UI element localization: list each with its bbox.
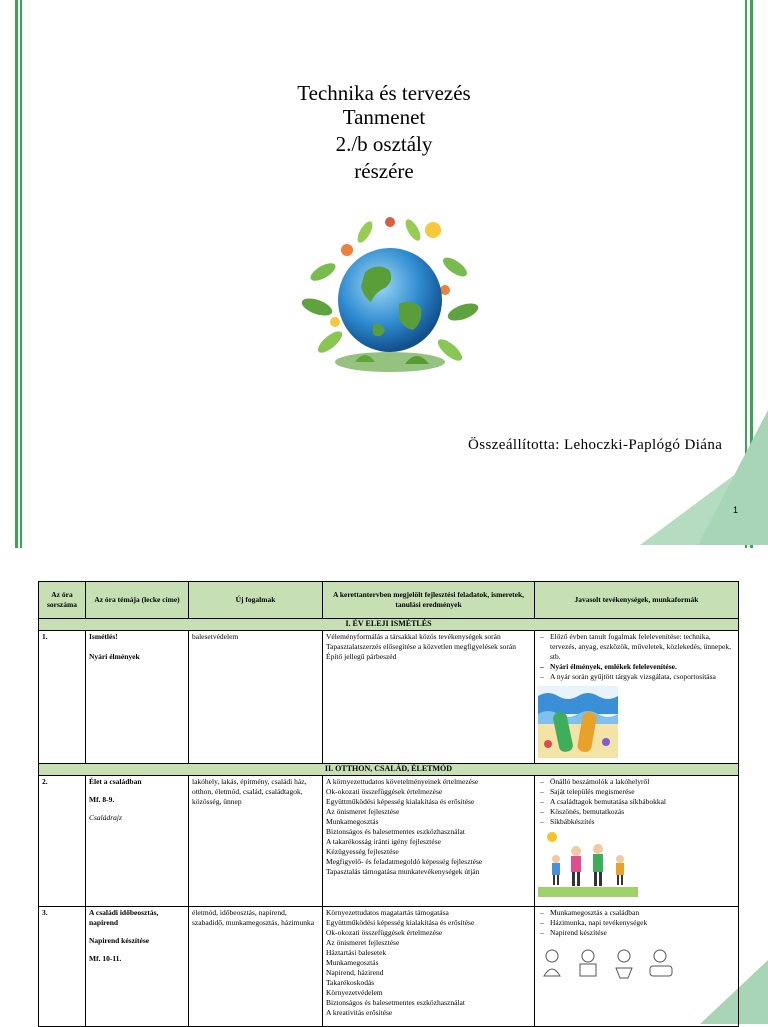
lesson-number-text: 2.	[42, 777, 48, 786]
family-drawing-image	[538, 831, 638, 897]
activity-item: – Önálló beszámolók a lakóhelyről	[538, 777, 735, 787]
activity-item: – Munkamegosztás a családban	[538, 908, 735, 918]
header-new-concepts: Új fogalmak	[189, 582, 323, 619]
section-row	[39, 764, 739, 776]
goal-item: Munkamegosztás	[326, 817, 379, 826]
cover-title-line-1: Technika és tervezés	[297, 81, 471, 105]
summer-drawing-image	[538, 686, 618, 758]
goal-item: Biztonságos és balesetmentes eszközhasználat	[326, 827, 465, 836]
activity-item: – Előző évben tanult fogalmak felelevenítése: technika, tervezés, anyag, eszközök, műveletek, közlekedés, ünnepek, stb.	[538, 632, 735, 662]
goal-item: Kézügyesség fejlesztése	[326, 847, 399, 856]
goal-item: Véleményformálás a társakkal közös tevékenységek során	[326, 632, 501, 641]
new-concepts: lakóhely, lakás, épitmény, családi ház, otthon, életmód, család, családtagok, közösség, ünnep	[189, 776, 323, 907]
table-row	[39, 776, 739, 907]
lesson-plan-table	[38, 581, 739, 1027]
new-concepts: balesetvédelem	[189, 631, 323, 764]
goal-item: A környezettudatos követelményeinek értelmezése	[326, 777, 479, 786]
table-row	[39, 631, 739, 764]
goal-item: Ok-okozati összefüggések értelmezése	[326, 787, 443, 796]
goal-item: Háztartási balesetek	[326, 948, 387, 957]
topic-subtitle: Napirend készítése	[89, 936, 150, 945]
lesson-number-text: 3.	[42, 908, 48, 917]
lesson-number	[39, 631, 86, 764]
goal-item: Együttműködési képesség kialakítása és erősítése	[326, 797, 475, 806]
topic-subtitle: Nyári élmények	[89, 652, 140, 661]
goal-item: Építő jellegű párbeszéd	[326, 652, 397, 661]
cover-title-line-4: részére	[354, 159, 414, 183]
activity-item: – A nyár során gyűjtött tárgyak vizsgálata, csoportosítása	[538, 672, 735, 682]
goal-item: Tapasztalatszerzés elősegítése a közvetlen megfigyelések során	[326, 642, 517, 651]
lesson-topic	[86, 776, 189, 907]
lesson-topic	[86, 907, 189, 1027]
goal-item: Takarékoskodás	[326, 978, 375, 987]
goal-item: Az önismeret fejlesztése	[326, 938, 400, 947]
development-goals	[323, 631, 535, 764]
goal-item: Tapasztalás támogatása munkatevékenységek útján	[326, 867, 480, 876]
goal-item: Napirend, házirend	[326, 968, 384, 977]
header-development-goals: A kerettantervben megjelölt fejlesztési feladatok, ismeretek, tanulási eredmények	[323, 582, 535, 619]
goal-item: A kreativitás erősítése	[326, 1008, 393, 1017]
cover-author: Összeállította: Lehoczki-Paplógó Diána	[468, 437, 723, 453]
section-title: II. OTTHON, CSALÁD, ÉLETMÓD	[39, 764, 739, 776]
activity-item: – Köszönés, bemutatkozás	[538, 807, 735, 817]
lesson-number	[39, 776, 86, 907]
activity-item: – Síkbábkészítés	[538, 817, 735, 827]
corner-triangle-decoration	[640, 410, 768, 545]
topic-subtitle: Családrajz	[89, 813, 122, 822]
activity-item: – Nyári élmények, emlékek felelevenítése.	[538, 662, 735, 672]
cover-title-line-2: Tanmenet	[342, 105, 426, 129]
topic-workbook-ref: Mf. 8-9.	[89, 795, 115, 804]
section-title: I. ÉV ELEJI ISMÉTLÉS	[39, 619, 739, 631]
section-row	[39, 619, 739, 631]
activities	[535, 776, 739, 907]
goal-item: Együttműködési képesség kialakítása és erősítése	[326, 918, 475, 927]
development-goals	[323, 907, 535, 1027]
new-concepts: életmód, időbeosztás, napirend, szabadidő, munkamegosztás, házimunka	[189, 907, 323, 1027]
header-lesson-topic: Az óra témája (lecke címe)	[86, 582, 189, 619]
goal-item: Környezetvédelem	[326, 988, 383, 997]
goal-item: Az önismeret fejlesztése	[326, 807, 400, 816]
activity-item: – Házimunka, napi tevékenységek	[538, 918, 735, 928]
goal-item: Megfigyelő- és feladatmegoldó képesség fejlesztése	[326, 857, 483, 866]
activity-item: – A családtagok bemutatása síkbábokkal	[538, 797, 735, 807]
goal-item: Környezettudatos magatartás támogatása	[326, 908, 449, 917]
topic-title: A családi időbeosztás, napirend	[89, 908, 159, 927]
topic-title: Ismétlés!	[89, 632, 118, 641]
table-row	[39, 907, 739, 1027]
activities	[535, 631, 739, 764]
goal-item: A takarékosság iránti igény fejlesztése	[326, 837, 441, 846]
topic-workbook-ref: Mf. 10-11.	[89, 954, 122, 963]
goal-item: Biztonságos és balesetmentes eszközhasználat	[326, 998, 465, 1007]
development-goals	[323, 776, 535, 907]
lesson-topic	[86, 631, 189, 764]
page-number: 1	[733, 505, 739, 515]
activity-item: – Saját település megismerése	[538, 787, 735, 797]
goal-item: Ok-okozati összefüggések értelmezése	[326, 928, 443, 937]
activity-item: – Napirend készítése	[538, 928, 735, 938]
lesson-number-text: 1.	[42, 632, 48, 641]
header-lesson-number: Az óra sorszáma	[39, 582, 86, 619]
globe-illustration	[295, 212, 485, 382]
topic-title: Élet a családban	[89, 777, 142, 786]
lesson-number	[39, 907, 86, 1027]
daily-routine-drawing-image	[538, 942, 688, 990]
table-header-row	[39, 582, 739, 619]
header-activities: Javasolt tevékenységek, munkaformák	[535, 582, 739, 619]
activities	[535, 907, 739, 1027]
cover-title-line-3: 2./b osztály	[335, 132, 433, 156]
goal-item: Munkamegosztás	[326, 958, 379, 967]
